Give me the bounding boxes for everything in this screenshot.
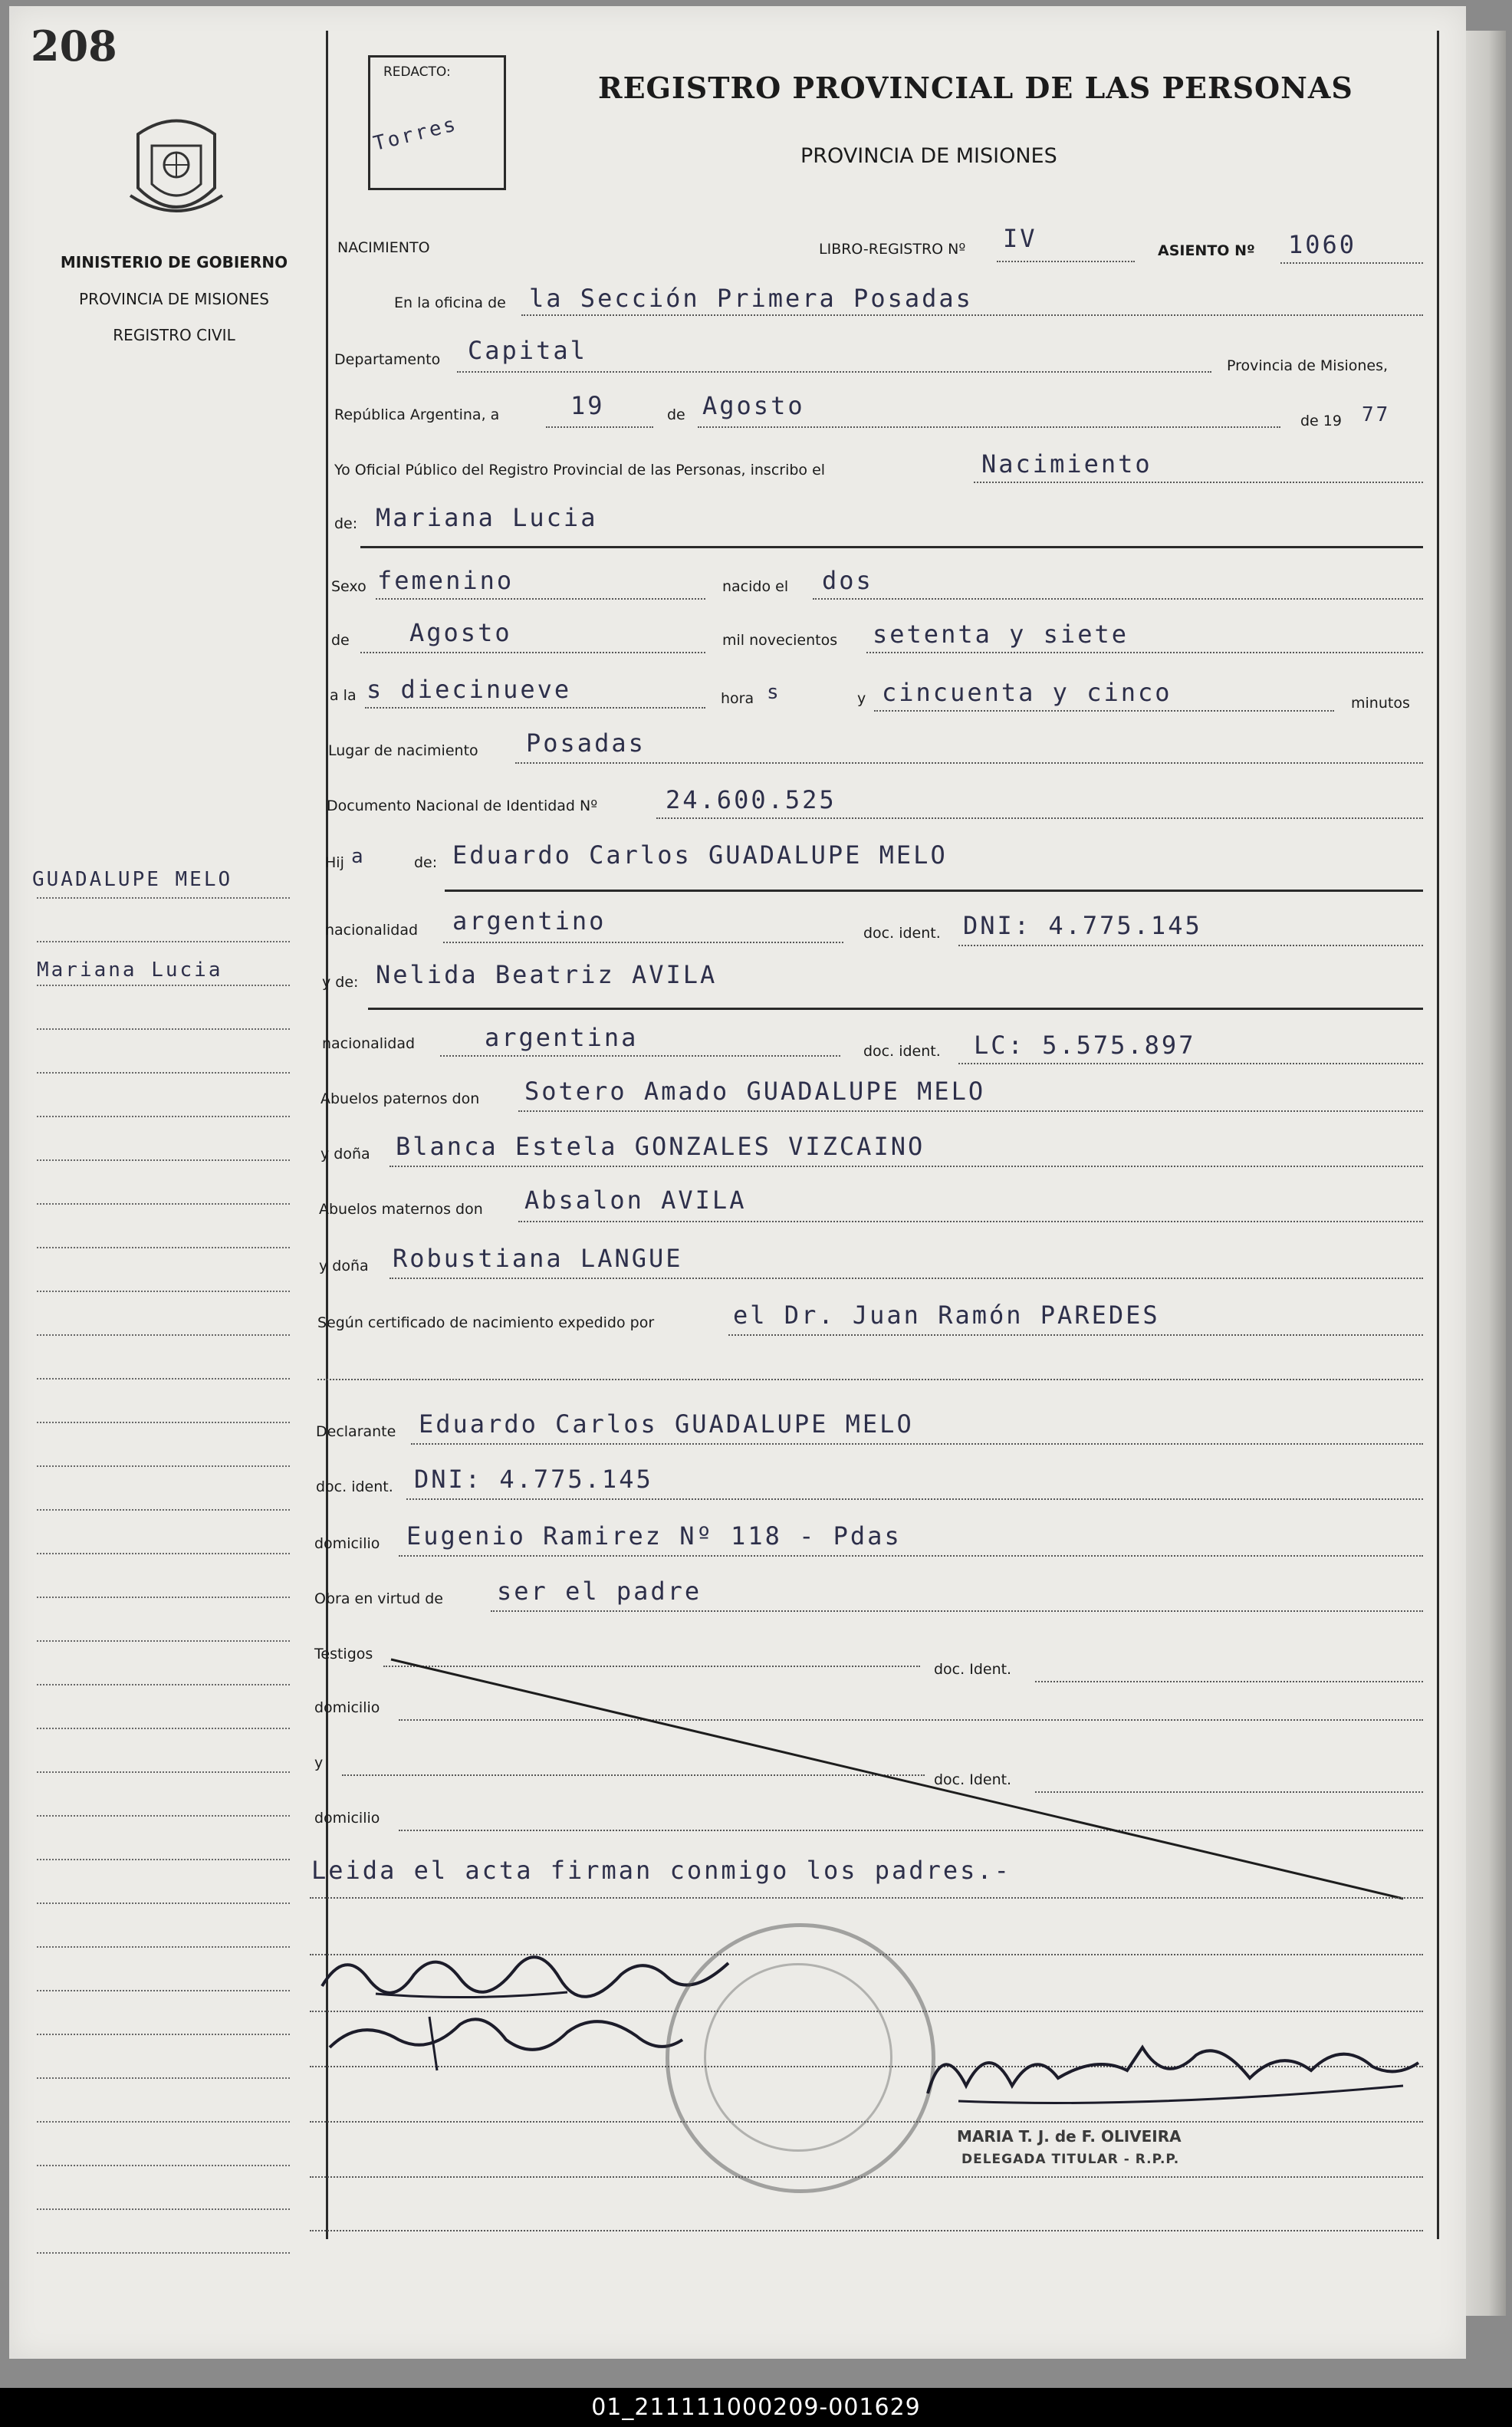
margin-line <box>37 1203 290 1205</box>
provincia-label: Provincia de Misiones, <box>1227 357 1389 374</box>
margin-line <box>37 1509 290 1511</box>
dni-label: Documento Nacional de Identidad Nº <box>327 797 598 814</box>
hora-s: s <box>767 681 781 704</box>
official-title: DELEGADA TITULAR - R.P.P. <box>961 2152 1180 2167</box>
margin-line <box>37 1422 290 1423</box>
y-label: y <box>857 690 866 707</box>
domicilio-line <box>399 1555 1423 1557</box>
dni-value: 24.600.525 <box>666 785 837 814</box>
registry-subtitle: PROVINCIA DE MISIONES <box>800 144 1057 168</box>
margin-line <box>37 1028 290 1030</box>
certificado-line <box>728 1334 1423 1336</box>
ab-pat-dona-line <box>390 1166 1423 1167</box>
margin-line <box>37 1990 290 1991</box>
margin-line <box>37 1465 290 1467</box>
domicilio-value: Eugenio Ramirez Nº 118 - Pdas <box>406 1521 902 1551</box>
margin-line <box>37 2252 290 2254</box>
decl-doc-value: DNI: 4.775.145 <box>414 1465 653 1494</box>
ab-pat-value: Sotero Amado GUADALUPE MELO <box>524 1077 986 1106</box>
margin-line <box>37 1946 290 1948</box>
margin-line <box>37 1684 290 1685</box>
declarante-value: Eduardo Carlos GUADALUPE MELO <box>419 1409 914 1439</box>
signature-line-5 <box>310 2176 1423 2178</box>
y2-label: y <box>314 1754 324 1771</box>
hij-label: Hij <box>325 854 344 871</box>
inscribo-line <box>974 482 1423 483</box>
libro-line <box>997 261 1135 262</box>
hora-line <box>365 707 705 709</box>
declarante-line <box>411 1443 1423 1445</box>
leida-value: Leida el acta firman conmigo los padres.- <box>311 1856 1011 1885</box>
padre-doc-label: doc. ident. <box>863 925 941 942</box>
margin-line <box>37 1247 290 1248</box>
ab-pat-dona-value: Blanca Estela GONZALES VIZCAINO <box>396 1132 925 1161</box>
official-name: MARIA T. J. de F. OLIVEIRA <box>957 2127 1182 2146</box>
mil-label: mil novecientos <box>722 632 838 649</box>
dia-value: 19 <box>570 391 605 420</box>
minutos-line <box>874 710 1334 712</box>
ab-mat-value: Absalon AVILA <box>524 1186 747 1215</box>
de-year-label: de 19 <box>1300 413 1342 429</box>
certificado-line-2 <box>317 1379 1423 1380</box>
right-divider <box>1437 31 1439 2239</box>
nacimiento-label: NACIMIENTO <box>337 239 430 256</box>
padre-doc-value: DNI: 4.775.145 <box>963 911 1202 940</box>
margin-line <box>37 1815 290 1817</box>
margin-surname: GUADALUPE MELO <box>32 868 233 891</box>
y2-doc-label: doc. Ident. <box>934 1771 1012 1788</box>
nombre-line <box>360 546 1423 548</box>
margin-line <box>37 1378 290 1380</box>
redacto-value: Torres <box>371 112 460 156</box>
mes-line <box>698 426 1280 428</box>
obra-line <box>491 1610 1423 1612</box>
margin-line <box>37 1728 290 1729</box>
coat-of-arms-icon <box>123 111 230 229</box>
margin-line <box>37 1771 290 1773</box>
padre-value: Eduardo Carlos GUADALUPE MELO <box>452 840 948 870</box>
ab-mat-dona-value: Robustiana LANGUE <box>393 1244 683 1273</box>
padre-doc-line <box>958 945 1423 946</box>
ab-pat-line <box>518 1110 1423 1112</box>
margin-line <box>37 897 290 899</box>
margin-line <box>37 1553 290 1554</box>
madre-doc-line <box>958 1063 1423 1064</box>
mother-signature <box>314 1994 698 2081</box>
nacido-line <box>813 598 1423 600</box>
margin-line <box>37 2165 290 2166</box>
margin-line <box>37 1072 290 1074</box>
page-number: 208 <box>31 21 117 71</box>
madre-doc-label: doc. ident. <box>863 1043 941 1060</box>
margin-line <box>37 1159 290 1161</box>
lugar-value: Posadas <box>526 728 646 758</box>
de-label: de <box>667 406 685 423</box>
lugar-label: Lugar de nacimiento <box>328 742 478 759</box>
minutos-value: cincuenta y cinco <box>882 678 1172 707</box>
libro-label: LIBRO-REGISTRO Nº <box>819 241 966 258</box>
margin-line <box>37 2034 290 2035</box>
domicilio3-label: domicilio <box>314 1810 380 1827</box>
official-signature <box>912 2024 1426 2120</box>
sexo-value: femenino <box>377 566 514 595</box>
madre-nac-line <box>440 1055 840 1057</box>
mes-value: Agosto <box>702 391 805 420</box>
mes2-line <box>360 652 705 653</box>
hora-label: hora <box>721 690 754 707</box>
declarante-label: Declarante <box>316 1423 396 1440</box>
oficina-line <box>521 314 1423 316</box>
madre-value: Nelida Beatriz AVILA <box>376 960 718 989</box>
nombre-value: Mariana Lucia <box>376 503 598 532</box>
padre-nac-label: nacionalidad <box>325 922 419 939</box>
margin-line <box>37 1116 290 1117</box>
page-edge <box>1463 31 1506 2316</box>
padre-nac-line <box>443 942 843 943</box>
margin-line <box>37 1640 290 1642</box>
margin-line <box>37 1902 290 1904</box>
oficina-label: En la oficina de <box>394 294 506 311</box>
nacido-value: dos <box>822 566 873 595</box>
padre-line <box>445 890 1423 892</box>
domicilio2-label: domicilio <box>314 1699 380 1716</box>
registry-label: REGISTRO CIVIL <box>113 326 235 344</box>
asiento-line <box>1280 262 1423 264</box>
hij-suffix: a <box>351 845 366 868</box>
registry-title: REGISTRO PROVINCIAL DE LAS PERSONAS <box>598 71 1353 105</box>
margin-line <box>37 941 290 942</box>
mes2-value: Agosto <box>409 618 512 647</box>
libro-value: IV <box>1003 224 1037 253</box>
padre-nac-value: argentino <box>452 906 606 936</box>
inscribo-value: Nacimiento <box>981 449 1152 478</box>
certificado-label: Según certificado de nacimiento expedido por <box>317 1314 655 1331</box>
footer-image-id: 01_211111000209-001629 <box>591 2394 921 2421</box>
departamento-value: Capital <box>468 336 587 365</box>
lugar-line <box>515 762 1423 764</box>
obra-value: ser el padre <box>497 1577 702 1606</box>
ab-pat-dona-label: y doña <box>320 1146 370 1163</box>
testigos-label: Testigos <box>314 1646 373 1662</box>
year-value: 77 <box>1362 403 1391 426</box>
madre-doc-value: LC: 5.575.897 <box>974 1031 1196 1060</box>
margin-line <box>37 1291 290 1292</box>
dia-line <box>546 426 653 428</box>
decl-doc-label: doc. ident. <box>316 1478 393 1495</box>
margin-line <box>37 2121 290 2123</box>
ab-mat-line <box>518 1221 1423 1222</box>
sexo-line <box>376 598 705 600</box>
inscribo-label: Yo Oficial Público del Registro Provincial de las Personas, inscribo el <box>334 462 826 478</box>
ab-mat-dona-line <box>390 1278 1423 1279</box>
margin-line <box>37 2208 290 2210</box>
margin-divider <box>326 31 328 2239</box>
mil-line <box>866 652 1423 653</box>
testigos-doc-label: doc. Ident. <box>934 1661 1012 1678</box>
departamento-label: Departamento <box>334 351 441 368</box>
province-label: PROVINCIA DE MISIONES <box>79 290 269 308</box>
redacto-label: REDACTO: <box>383 64 451 80</box>
madre-nac-label: nacionalidad <box>322 1035 416 1052</box>
oficina-value: la Sección Primera Posadas <box>529 284 973 313</box>
republica-label: República Argentina, a <box>334 406 500 423</box>
sexo-label: Sexo <box>331 578 366 595</box>
ala-label: a la <box>330 687 357 704</box>
margin-line <box>37 2077 290 2079</box>
official-stamp-inner <box>704 1963 892 2152</box>
obra-label: Obra en virtud de <box>314 1590 443 1607</box>
minutos-label: minutos <box>1351 695 1410 712</box>
margin-line <box>37 1859 290 1860</box>
certificado-value: el Dr. Juan Ramón PAREDES <box>733 1301 1160 1330</box>
domicilio-label: domicilio <box>314 1535 380 1552</box>
ab-mat-dona-label: y doña <box>319 1258 369 1274</box>
asiento-label: ASIENTO Nº <box>1158 242 1255 259</box>
yde-label: y de: <box>322 974 359 991</box>
madre-nac-value: argentina <box>485 1023 639 1052</box>
signature-line-6 <box>310 2230 1423 2231</box>
leida-line <box>310 1897 1423 1899</box>
dni-line <box>656 817 1423 819</box>
departamento-line <box>457 371 1211 373</box>
decl-doc-line <box>406 1498 1423 1500</box>
hora-value: s diecinueve <box>366 675 572 704</box>
mil-value: setenta y siete <box>873 620 1129 649</box>
de2-label: de <box>331 632 350 649</box>
ab-mat-label: Abuelos maternos don <box>319 1201 483 1218</box>
de-nombre-label: de: <box>334 515 358 532</box>
ministry-label: MINISTERIO DE GOBIERNO <box>60 253 288 271</box>
margin-line <box>37 1334 290 1336</box>
nacido-label: nacido el <box>722 578 789 595</box>
hij-de-label: de: <box>414 854 438 871</box>
ab-pat-label: Abuelos paternos don <box>320 1090 480 1107</box>
asiento-value: 1060 <box>1288 230 1357 259</box>
margin-line <box>37 985 290 986</box>
madre-line <box>368 1008 1423 1010</box>
margin-line <box>37 1597 290 1598</box>
margin-given-names: Mariana Lucia <box>37 959 223 982</box>
